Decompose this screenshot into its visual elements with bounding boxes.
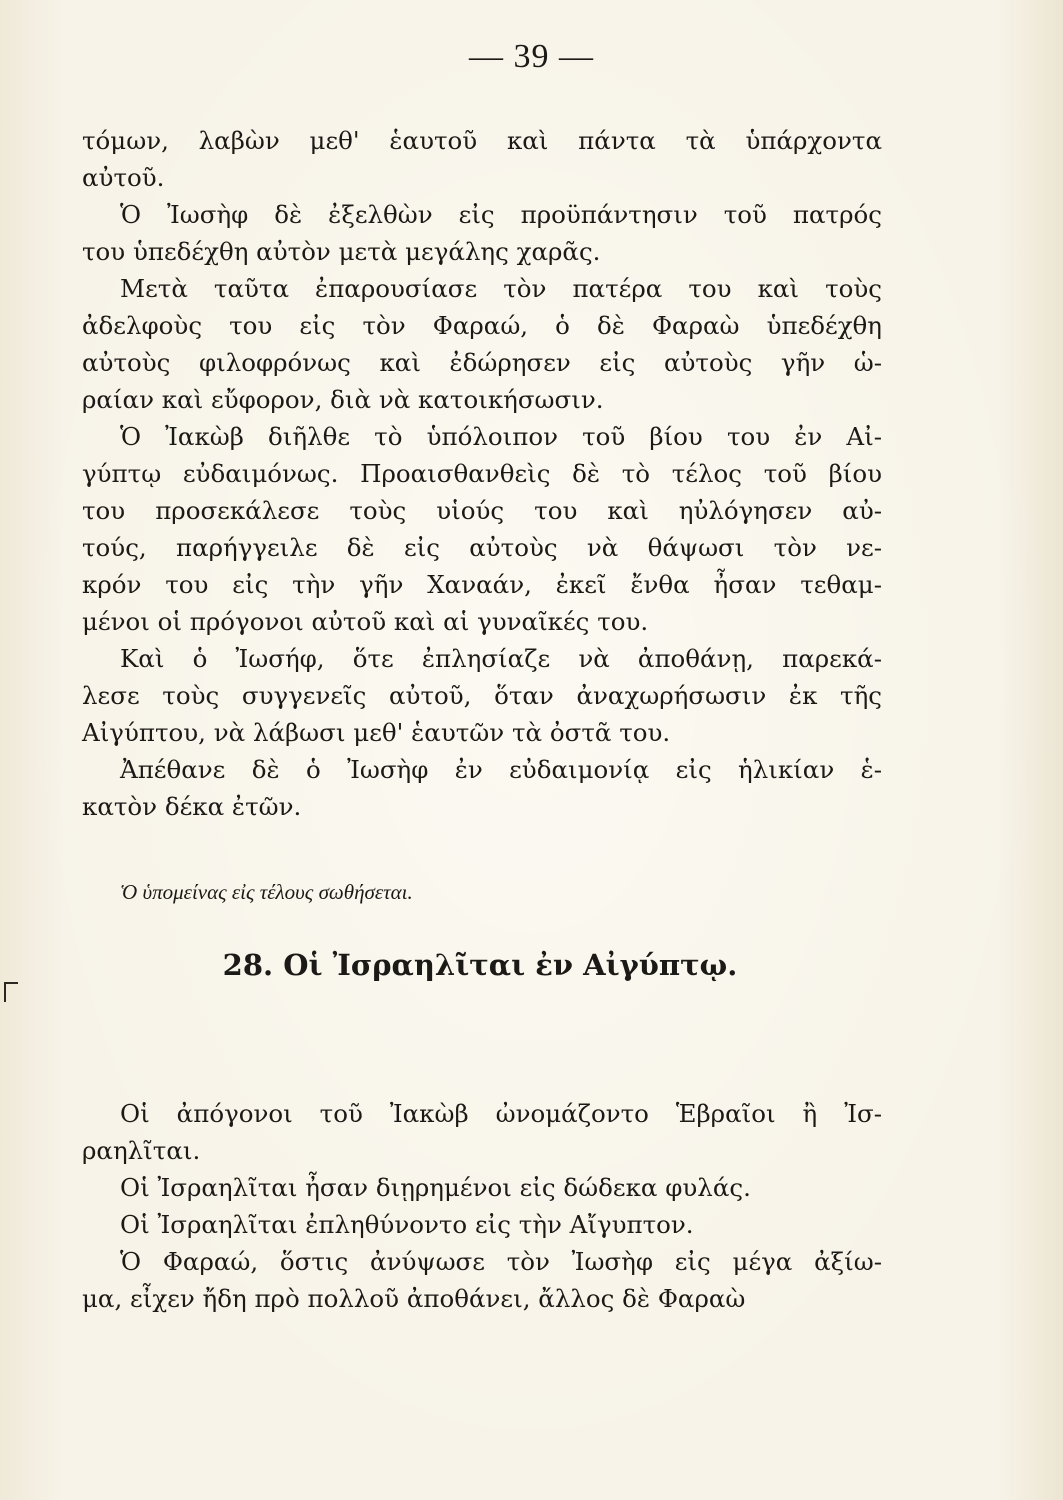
text-line: μένοι οἱ πρόγονοι αὐτοῦ καὶ αἱ γυναῖκές του. (82, 607, 649, 636)
page-number: — 39 — (469, 38, 594, 75)
text-line: τούς, παρήγγειλε δὲ εἰς αὐτοὺς νὰ θάψωσι τὸν νε- (82, 533, 882, 562)
text-line: Ὁ Ἰωσὴφ δὲ ἐξελθὼν εἰς προϋπάντησιν τοῦ πατρός (120, 200, 882, 229)
paragraph (82, 1169, 882, 1206)
text-line: Καὶ ὁ Ἰωσήφ, ὅτε ἐπλησίαζε νὰ ἀποθάνῃ, παρεκά- (120, 644, 882, 673)
paragraph (82, 196, 882, 270)
text-line: αὐτοὺς φιλοφρόνως καὶ ἐδώρησεν εἰς αὐτοὺς γῆν ὡ- (82, 348, 882, 377)
text-line: του προσεκάλεσε τοὺς υἱούς του καὶ ηὐλόγησεν αὐ- (82, 496, 882, 525)
paragraph (82, 1243, 882, 1317)
text-line: Ὁ Φαραώ, ὅστις ἀνύψωσε τὸν Ἰωσὴφ εἰς μέγα ἀξίω- (120, 1247, 882, 1276)
text-line: μα, εἶχεν ἤδη πρὸ πολλοῦ ἀποθάνει, ἄλλος δὲ Φαραὼ (82, 1284, 746, 1313)
text-block-top (82, 122, 882, 825)
motto: Ὁ ὑπομείνας εἰς τέλους σωθήσεται. (120, 880, 413, 904)
margin-mark (4, 982, 18, 1002)
paragraph (82, 751, 882, 825)
text-line: κατὸν δέκα ἐτῶν. (82, 792, 302, 821)
text-line: αὐτοῦ. (82, 163, 165, 192)
text-line: λεσε τοὺς συγγενεῖς αὐτοῦ, ὅταν ἀναχωρήσωσιν ἐκ τῆς (82, 681, 882, 710)
paragraph (82, 418, 882, 640)
text-line: γύπτῳ εὐδαιμόνως. Προαισθανθεὶς δὲ τὸ τέλος τοῦ βίου (82, 459, 882, 488)
paragraph (82, 1206, 882, 1243)
text-line: Αἰγύπτου, νὰ λάβωσι μεθ' ἑαυτῶν τὰ ὀστᾶ του. (82, 718, 671, 747)
paragraph (82, 270, 882, 418)
text-line: Ὁ Ἰακὼβ διῆλθε τὸ ὑπόλοιπον τοῦ βίου του ἐν Αἰ- (120, 422, 882, 451)
text-line: Μετὰ ταῦτα ἐπαρουσίασε τὸν πατέρα του καὶ τοὺς (120, 274, 882, 303)
text-line: Οἱ Ἰσραηλῖται ἦσαν διῃρημένοι εἰς δώδεκα φυλάς. (120, 1173, 751, 1202)
paragraph (82, 122, 882, 196)
text-line: Οἱ ἀπόγονοι τοῦ Ἰακὼβ ὠνομάζοντο Ἑβραῖοι ἢ Ἰσ- (120, 1099, 882, 1128)
text-line: Ἀπέθανε δὲ ὁ Ἰωσὴφ ἐν εὐδαιμονίᾳ εἰς ἡλικίαν ἑ- (120, 755, 882, 784)
text-line: Οἱ Ἰσραηλῖται ἐπληθύνοντο εἰς τὴν Αἴγυπτον. (120, 1210, 694, 1239)
text-line: ἀδελφοὺς του εἰς τὸν Φαραώ, ὁ δὲ Φαραὼ ὑπεδέχθη (82, 311, 882, 340)
text-block-bottom (82, 1095, 882, 1317)
text-line: κρόν του εἰς τὴν γῆν Χαναάν, ἐκεῖ ἔνθα ἦσαν τεθαμ- (82, 570, 882, 599)
paragraph (82, 640, 882, 751)
section-title: 28. Οἱ Ἰσραηλῖται ἐν Αἰγύπτῳ. (222, 948, 738, 982)
text-line: ραίαν καὶ εὔφορον, διὰ νὰ κατοικήσωσιν. (82, 385, 604, 414)
paragraph (82, 1095, 882, 1169)
text-line: τόμων, λαβὼν μεθ' ἑαυτοῦ καὶ πάντα τὰ ὑπάρχοντα (82, 126, 882, 155)
text-line: ραηλῖται. (82, 1136, 201, 1165)
text-line: του ὑπεδέχθη αὐτὸν μετὰ μεγάλης χαρᾶς. (82, 237, 601, 266)
